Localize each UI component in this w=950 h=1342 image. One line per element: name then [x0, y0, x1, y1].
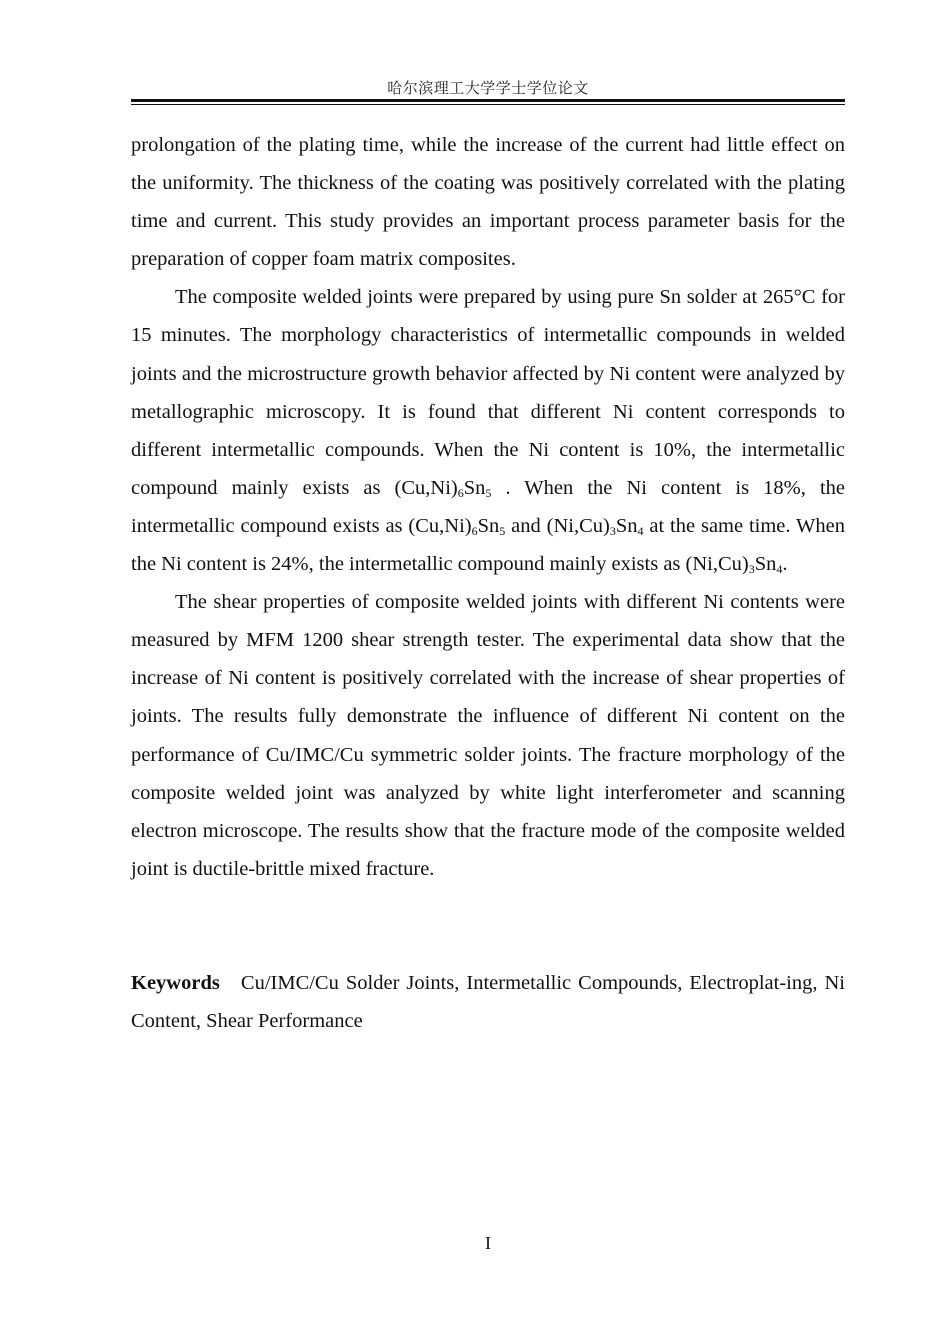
- formula-subscript: 3: [609, 523, 616, 538]
- formula-base: (Cu,Ni): [394, 476, 458, 499]
- keywords-text: Cu/IMC/Cu Solder Joints, Intermetallic Compounds, Electroplat-ing, Ni Content, Shear Performance: [131, 972, 845, 1033]
- running-header: 哈尔滨理工大学学士学位论文: [387, 79, 589, 97]
- paragraph-2-text-a: The composite welded joints were prepared by using pure Sn solder at 265°C for 15 minutes. The morphology characteristics of intermetallic compounds in welded joints and the microstructure growth behavior affected by Ni content were analyzed by metallographic microscopy. It is found that different Ni content corresponds to different intermetallic compounds. When the Ni content is 10%, the intermetallic compound mainly exists as: [131, 286, 845, 499]
- formula-cu-ni-6-sn-5: [395, 477, 492, 499]
- formula-subscript: 6: [457, 485, 464, 500]
- formula-subscript: 6: [471, 523, 478, 538]
- paragraph-3: The shear properties of composite welded joints with different Ni contents were measured by MFM 1200 shear strength tester. The experimental data show that the increase of Ni content is positively correlated with the increase of shear properties of joints. The results fully demonstrate the influence of different Ni content on the performance of Cu/IMC/Cu symmetric solder joints. The fracture morphology of the composite welded joint was analyzed by white light interferometer and scanning electron microscope. The results show that the fracture mode of the composite welded joint is ductile-brittle mixed fracture.: [131, 591, 845, 880]
- paragraph-2: [131, 278, 845, 583]
- keywords-label: Keywords: [131, 972, 220, 994]
- formula-element: Sn: [463, 476, 486, 499]
- formula-subscript: 4: [637, 523, 644, 538]
- formula-subscript: 4: [776, 562, 783, 577]
- keywords-section: [131, 964, 845, 1040]
- paragraph-2-text-d: at the same time. When the Ni content is 24%, the intermetallic compound mainly exists as: [131, 514, 845, 576]
- formula-cu-ni-6-sn-5: [408, 515, 505, 537]
- paragraph-2-text-e: .: [782, 553, 788, 576]
- formula-base: (Ni,Cu): [546, 514, 610, 537]
- formula-ni-cu-3-sn-4: [686, 553, 783, 575]
- page-number: I: [485, 1233, 491, 1253]
- formula-subscript: 5: [499, 523, 506, 538]
- paragraph-2-text-c: and: [505, 514, 547, 537]
- header-rule-thin: [131, 104, 845, 105]
- formula-ni-cu-3-sn-4: [547, 515, 644, 537]
- paragraph-2-text-b: . When the Ni content is 18%, the intermetallic compound exists as: [131, 476, 845, 537]
- formula-base: (Cu,Ni): [408, 514, 472, 537]
- formula-subscript: 5: [485, 485, 492, 500]
- paragraph-1: prolongation of the plating time, while the increase of the current had little effect on the uniformity. The thickness of the coating was positively correlated with the plating time and current. This study provides an important process parameter basis for the preparation of copper foam matrix composites.: [131, 134, 845, 271]
- formula-element: Sn: [754, 553, 777, 576]
- formula-base: (Ni,Cu): [685, 553, 749, 576]
- abstract-body: [131, 126, 845, 888]
- header-rule-thick: [131, 99, 845, 102]
- formula-element: Sn: [477, 514, 500, 537]
- formula-subscript: 3: [748, 562, 755, 577]
- formula-element: Sn: [615, 514, 638, 537]
